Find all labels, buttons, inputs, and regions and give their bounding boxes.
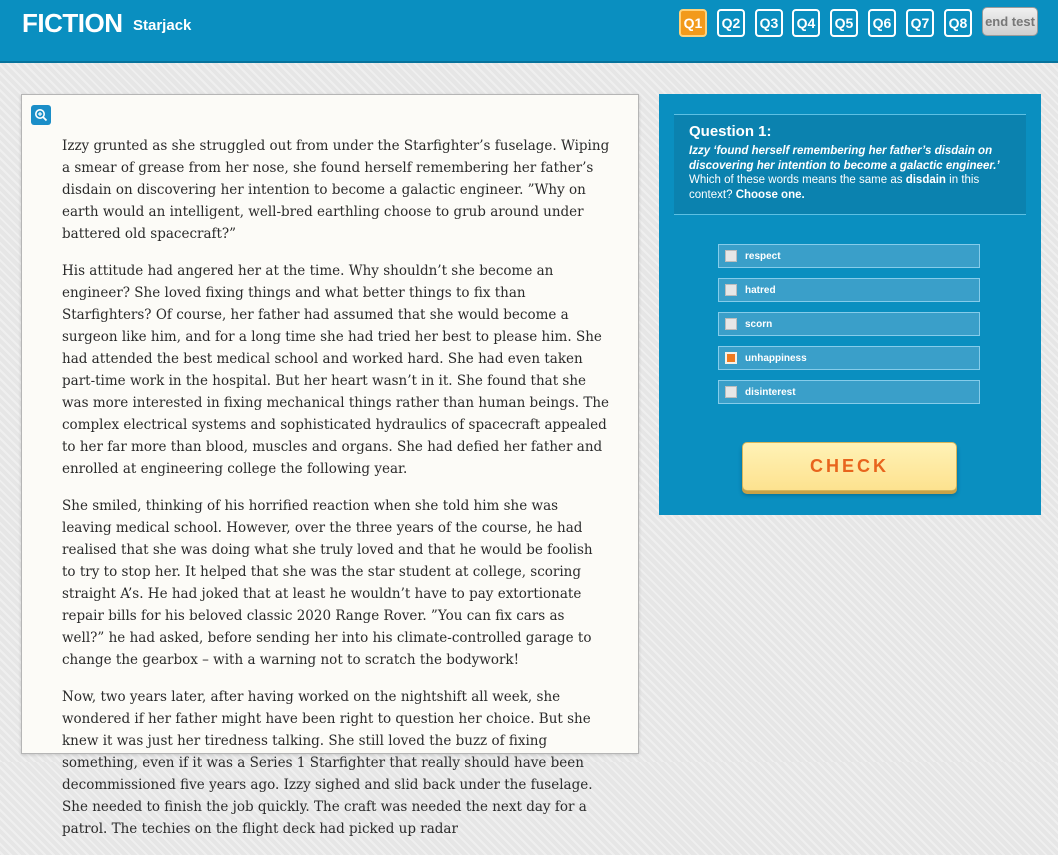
question-keyword: disdain <box>905 174 946 186</box>
question-panel <box>659 94 1041 515</box>
option-label: unhappiness <box>745 352 807 364</box>
app-title: FICTION <box>22 8 123 38</box>
checkbox-icon[interactable] <box>725 386 737 398</box>
passage-paragraph-1: Izzy grunted as she struggled out from under the Starfighter’s fuselage. Wiping a smear of grease from her nose, she found herself remembering her father’s disdain on discovering her intention to become a galactic engineer. ”Why on earth would an intelligent, well-bred earthling choose to grub around under battered old spacecraft?” <box>62 138 610 242</box>
question-tab-3[interactable]: Q3 <box>755 9 783 37</box>
passage-paragraph-3: She smiled, thinking of his horrified reaction when she told him she was leaving medical school. However, over the three years of the course, he had realised that she was doing what she truly loved and that he would be foolish to try to stop her. It helped that she was the star student at college, scoring straight A’s. He had joked that at least he wouldn’t have to pay extortionate repair bills for his beloved classic 2020 Range Rover. ”You can fix cars as well?” he had asked, before sending her into his climate-controlled garage to change the gearbox – with a warning not to scratch the bodywork! <box>62 498 593 668</box>
story-title: Starjack <box>133 17 192 34</box>
question-box <box>674 114 1026 215</box>
option-scorn[interactable] <box>718 312 980 336</box>
question-tab-5[interactable]: Q5 <box>830 9 858 37</box>
question-tab-6[interactable]: Q6 <box>868 9 896 37</box>
option-respect[interactable] <box>718 244 980 268</box>
passage-text <box>62 135 610 855</box>
option-label: hatred <box>745 284 776 296</box>
option-hatred[interactable] <box>718 278 980 302</box>
question-heading: Question 1: <box>689 123 772 140</box>
question-tab-8[interactable]: Q8 <box>944 9 972 37</box>
question-tab-7[interactable]: Q7 <box>906 9 934 37</box>
option-unhappiness[interactable] <box>718 346 980 370</box>
checkbox-checked-icon[interactable] <box>725 352 737 364</box>
question-prompt-middle: in this context? <box>689 174 980 201</box>
question-quote: Izzy ‘found herself remembering her father’s disdain on discovering her intention to become a galactic engineer.’ <box>689 145 1000 172</box>
passage-paragraph-2: His attitude had angered her at the time. Why shouldn’t she become an engineer? She loved fixing things and what better things to fix than Starfighters? Of course, her father had assumed that she would become a surgeon like him, and for a long time she had tried her best to please him. She had attended the best medical school and worked hard. She had even taken part-time work in the hospital. But her heart wasn’t in it. She found that she was more interested in fixing mechanical things rather than human beings. The complex electrical systems and sophisticated hydraulics of spacecraft appealed to her far more than blood, muscles and organs. She had defied her father and enrolled at engineering college the following year. <box>62 263 610 477</box>
question-tab-4[interactable]: Q4 <box>792 9 820 37</box>
question-prompt <box>689 173 1012 202</box>
checkbox-icon[interactable] <box>725 250 737 262</box>
zoom-in-icon[interactable] <box>31 105 51 125</box>
option-label: scorn <box>745 318 773 330</box>
option-label: respect <box>745 250 781 262</box>
passage-panel[interactable] <box>21 94 639 837</box>
checkbox-icon[interactable] <box>725 284 737 296</box>
option-label: disinterest <box>745 386 796 398</box>
checkbox-icon[interactable] <box>725 318 737 330</box>
question-instruction: Choose one. <box>735 188 805 201</box>
question-tab-2[interactable]: Q2 <box>717 9 745 37</box>
check-button[interactable]: CHECK <box>742 442 957 491</box>
end-test-button[interactable]: end test <box>982 7 1038 36</box>
question-prompt-before: Which of these words means the same as <box>689 174 903 186</box>
option-disinterest[interactable] <box>718 380 980 404</box>
header-bar <box>0 0 1058 63</box>
question-tab-1[interactable]: Q1 <box>679 9 707 37</box>
passage-paragraph-4: Now, two years later, after having worked on the nightshift all week, she wondered if her father might have been right to question her choice. But she knew it was just her tiredness talking. She still loved the buzz of fixing something, even if it was a Series 1 Starfighter that really should have been decommissioned five years ago. Izzy sighed and slid back under the fuselage. She needed to finish the job quickly. The craft was needed the next day for a patrol. The techies on the flight deck had picked up radar <box>62 689 593 837</box>
